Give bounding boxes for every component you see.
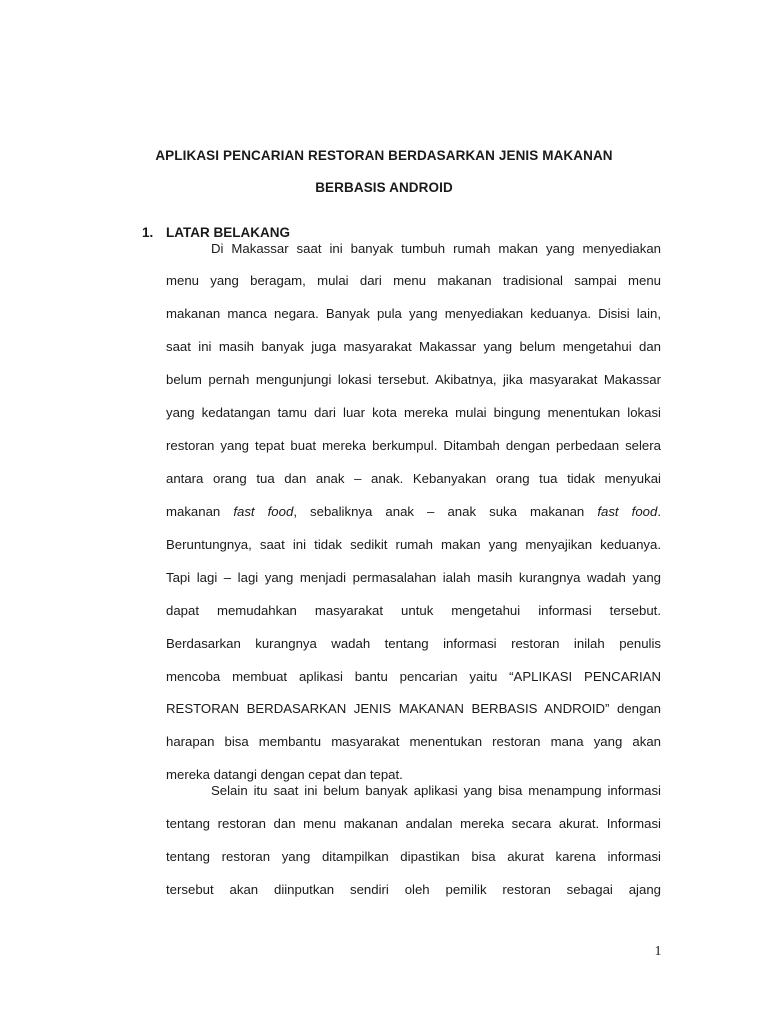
- paragraph-line: mencoba membuat aplikasi bantu pencarian yaitu “APLIKASI PENCARIAN: [166, 669, 661, 684]
- paragraph-line: tersebut akan diinputkan sendiri oleh pemilik restoran sebagai ajang: [166, 882, 661, 897]
- paragraph-line: Tapi lagi – lagi yang menjadi permasalahan ialah masih kurangnya wadah yang: [166, 570, 661, 585]
- page-number: 1: [654, 944, 662, 959]
- paragraph-line: saat ini masih banyak juga masyarakat Makassar yang belum mengetahui dan: [166, 339, 661, 354]
- paragraph-line: makanan manca negara. Banyak pula yang menyediakan keduanya. Disisi lain,: [166, 306, 661, 321]
- paragraph-line: Beruntungnya, saat ini tidak sedikit rumah makan yang menyajikan keduanya.: [166, 537, 661, 552]
- paragraph-line: tentang restoran dan menu makanan andalan mereka secara akurat. Informasi: [166, 816, 661, 831]
- paragraph-line: tentang restoran yang ditampilkan dipastikan bisa akurat karena informasi: [166, 849, 661, 864]
- paragraph-line: harapan bisa membantu masyarakat menentukan restoran mana yang akan: [166, 734, 661, 749]
- paragraph-line: Berdasarkan kurangnya wadah tentang informasi restoran inilah penulis: [166, 636, 661, 651]
- italic-term: fast food: [233, 504, 294, 519]
- paragraph-line: belum pernah mengunjungi lokasi tersebut. Akibatnya, jika masyarakat Makassar: [166, 372, 661, 387]
- paragraph-line: Selain itu saat ini belum banyak aplikasi yang bisa menampung informasi: [211, 783, 661, 798]
- section-number: 1.: [142, 225, 154, 240]
- paragraph-line: yang kedatangan tamu dari luar kota mereka mulai bingung menentukan lokasi: [166, 405, 661, 420]
- paragraph-line: mereka datangi dengan cepat dan tepat.: [166, 767, 403, 782]
- line-text: .: [657, 504, 661, 519]
- section-title: LATAR BELAKANG: [166, 225, 290, 240]
- paragraph-line-with-italics: [166, 504, 661, 520]
- paragraph-line: dapat memudahkan masyarakat untuk mengetahui informasi tersebut.: [166, 603, 661, 618]
- section-heading: [142, 225, 290, 241]
- italic-term: fast food: [597, 504, 658, 519]
- line-text: makanan: [166, 504, 221, 519]
- paragraph-line: menu yang beragam, mulai dari menu makanan tradisional sampai menu: [166, 273, 661, 288]
- document-title-line-1: APLIKASI PENCARIAN RESTORAN BERDASARKAN JENIS MAKANAN: [155, 148, 613, 163]
- document-title-line-2: BERBASIS ANDROID: [315, 180, 453, 195]
- paragraph-line: antara orang tua dan anak – anak. Kebanyakan orang tua tidak menyukai: [166, 471, 661, 486]
- paragraph-line: restoran yang tepat buat mereka berkumpul. Ditambah dengan perbedaan selera: [166, 438, 661, 453]
- paragraph-line: Di Makassar saat ini banyak tumbuh rumah makan yang menyediakan: [211, 241, 661, 256]
- line-text: , sebaliknya anak – anak suka makanan: [293, 504, 585, 519]
- paragraph-line: RESTORAN BERDASARKAN JENIS MAKANAN BERBASIS ANDROID” dengan: [166, 701, 661, 716]
